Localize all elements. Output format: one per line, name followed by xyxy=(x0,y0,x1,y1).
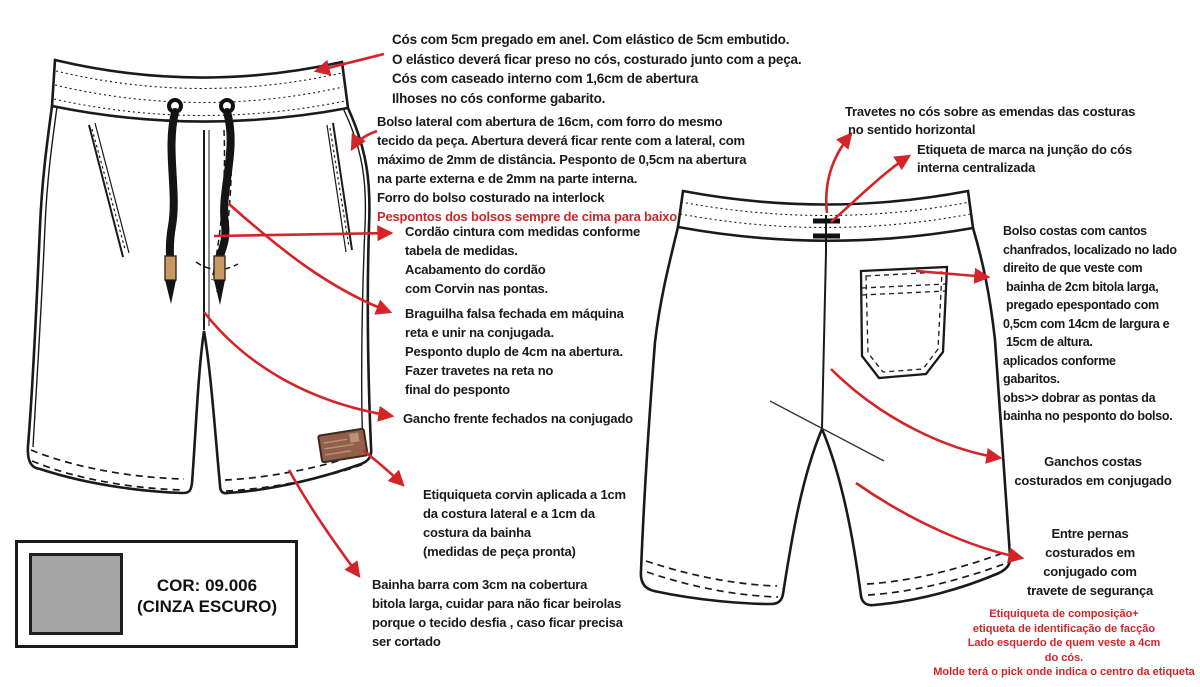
note-corvin-label: Etiquiqueta corvin aplicada a 1cm da costura lateral e a 1cm da costura da bainha (medidas de peça pronta) xyxy=(423,487,626,559)
arrow-corvin-label-note xyxy=(363,450,403,485)
corvin-hem-label xyxy=(318,429,368,463)
arrow-bartacks-note xyxy=(826,134,851,213)
arrow-waistband-note xyxy=(316,54,384,71)
note-back-pocket: Bolso costas com cantos chanfrados, localizado no lado direito de que veste com bainha de 2cm bitola larga, pregado epespontado com 0,5cm com 14cm de largura e 15cm de altura. aplicados conforme gabaritos. obs>> dobrar as pontas da bainha no pesponto do bolso. xyxy=(1003,224,1177,423)
arrow-hem-note xyxy=(289,470,359,576)
note-drawcord: Cordão cintura com medidas conforme tabela de medidas. Acabamento do cordão com Corvin nas pontas. xyxy=(405,224,640,296)
color-code-label: COR: 09.006 (CINZA ESCURO) xyxy=(136,576,278,616)
note-front-rise: Gancho frente fechados na conjugado xyxy=(403,411,633,426)
red-note-topstitch-direction: Pespontos dos bolsos sempre de cima para baixo xyxy=(377,209,678,224)
note-back-rise: Ganchos costas costurados em conjugado xyxy=(1014,454,1172,488)
note-composition-label: Etiquiqueta de composição+ etiqueta de identificação de facção Lado esquerdo de quem veste a 4cm do cós. Molde terá o pick onde indica o centro da etiqueta xyxy=(933,608,1195,678)
front-waistband xyxy=(52,60,348,122)
color-reference-box xyxy=(15,540,298,648)
color-swatch xyxy=(29,553,123,635)
note-inseam: Entre pernas costurados em conjugado com travete de segurança xyxy=(1026,526,1154,598)
back-view-sketch xyxy=(641,191,1010,605)
note-side-pocket: Bolso lateral com abertura de 16cm, com forro do mesmo tecido da peça. Abertura deverá ficar rente com a lateral, com máximo de 2mm de distância. Pesponto de 0,5cm na abertura na parte externa e de 2mm na parte interna. Forro do bolso costurado na interlock Pespontos dos bolsos sempre de cima para baixo xyxy=(377,114,747,224)
note-brand-label: Etiqueta de marca na junção do cós interna centralizada xyxy=(917,142,1132,175)
note-waistband: Cós com 5cm pregado em anel. Com elástico de 5cm embutido. O elástico deverá ficar preso no cós, costurado junto com a peça. Cós com caseado interno com 1,6cm de abertura Ilhoses no cós conforme gabarito. xyxy=(392,32,802,106)
back-pocket xyxy=(861,267,947,378)
note-bartacks: Travetes no cós sobre as emendas das costuras no sentido horizontal xyxy=(845,104,1136,137)
note-fly: Braguilha falsa fechada em máquina reta e unir na conjugada. Pesponto duplo de 4cm na abertura. Fazer travetes na reta no final do pesponto xyxy=(405,306,624,397)
note-hem: Bainha barra com 3cm na cobertura bitola larga, cuidar para não ficar beirolas porque o tecido desfia , caso ficar precisa ser cortado xyxy=(372,577,623,649)
